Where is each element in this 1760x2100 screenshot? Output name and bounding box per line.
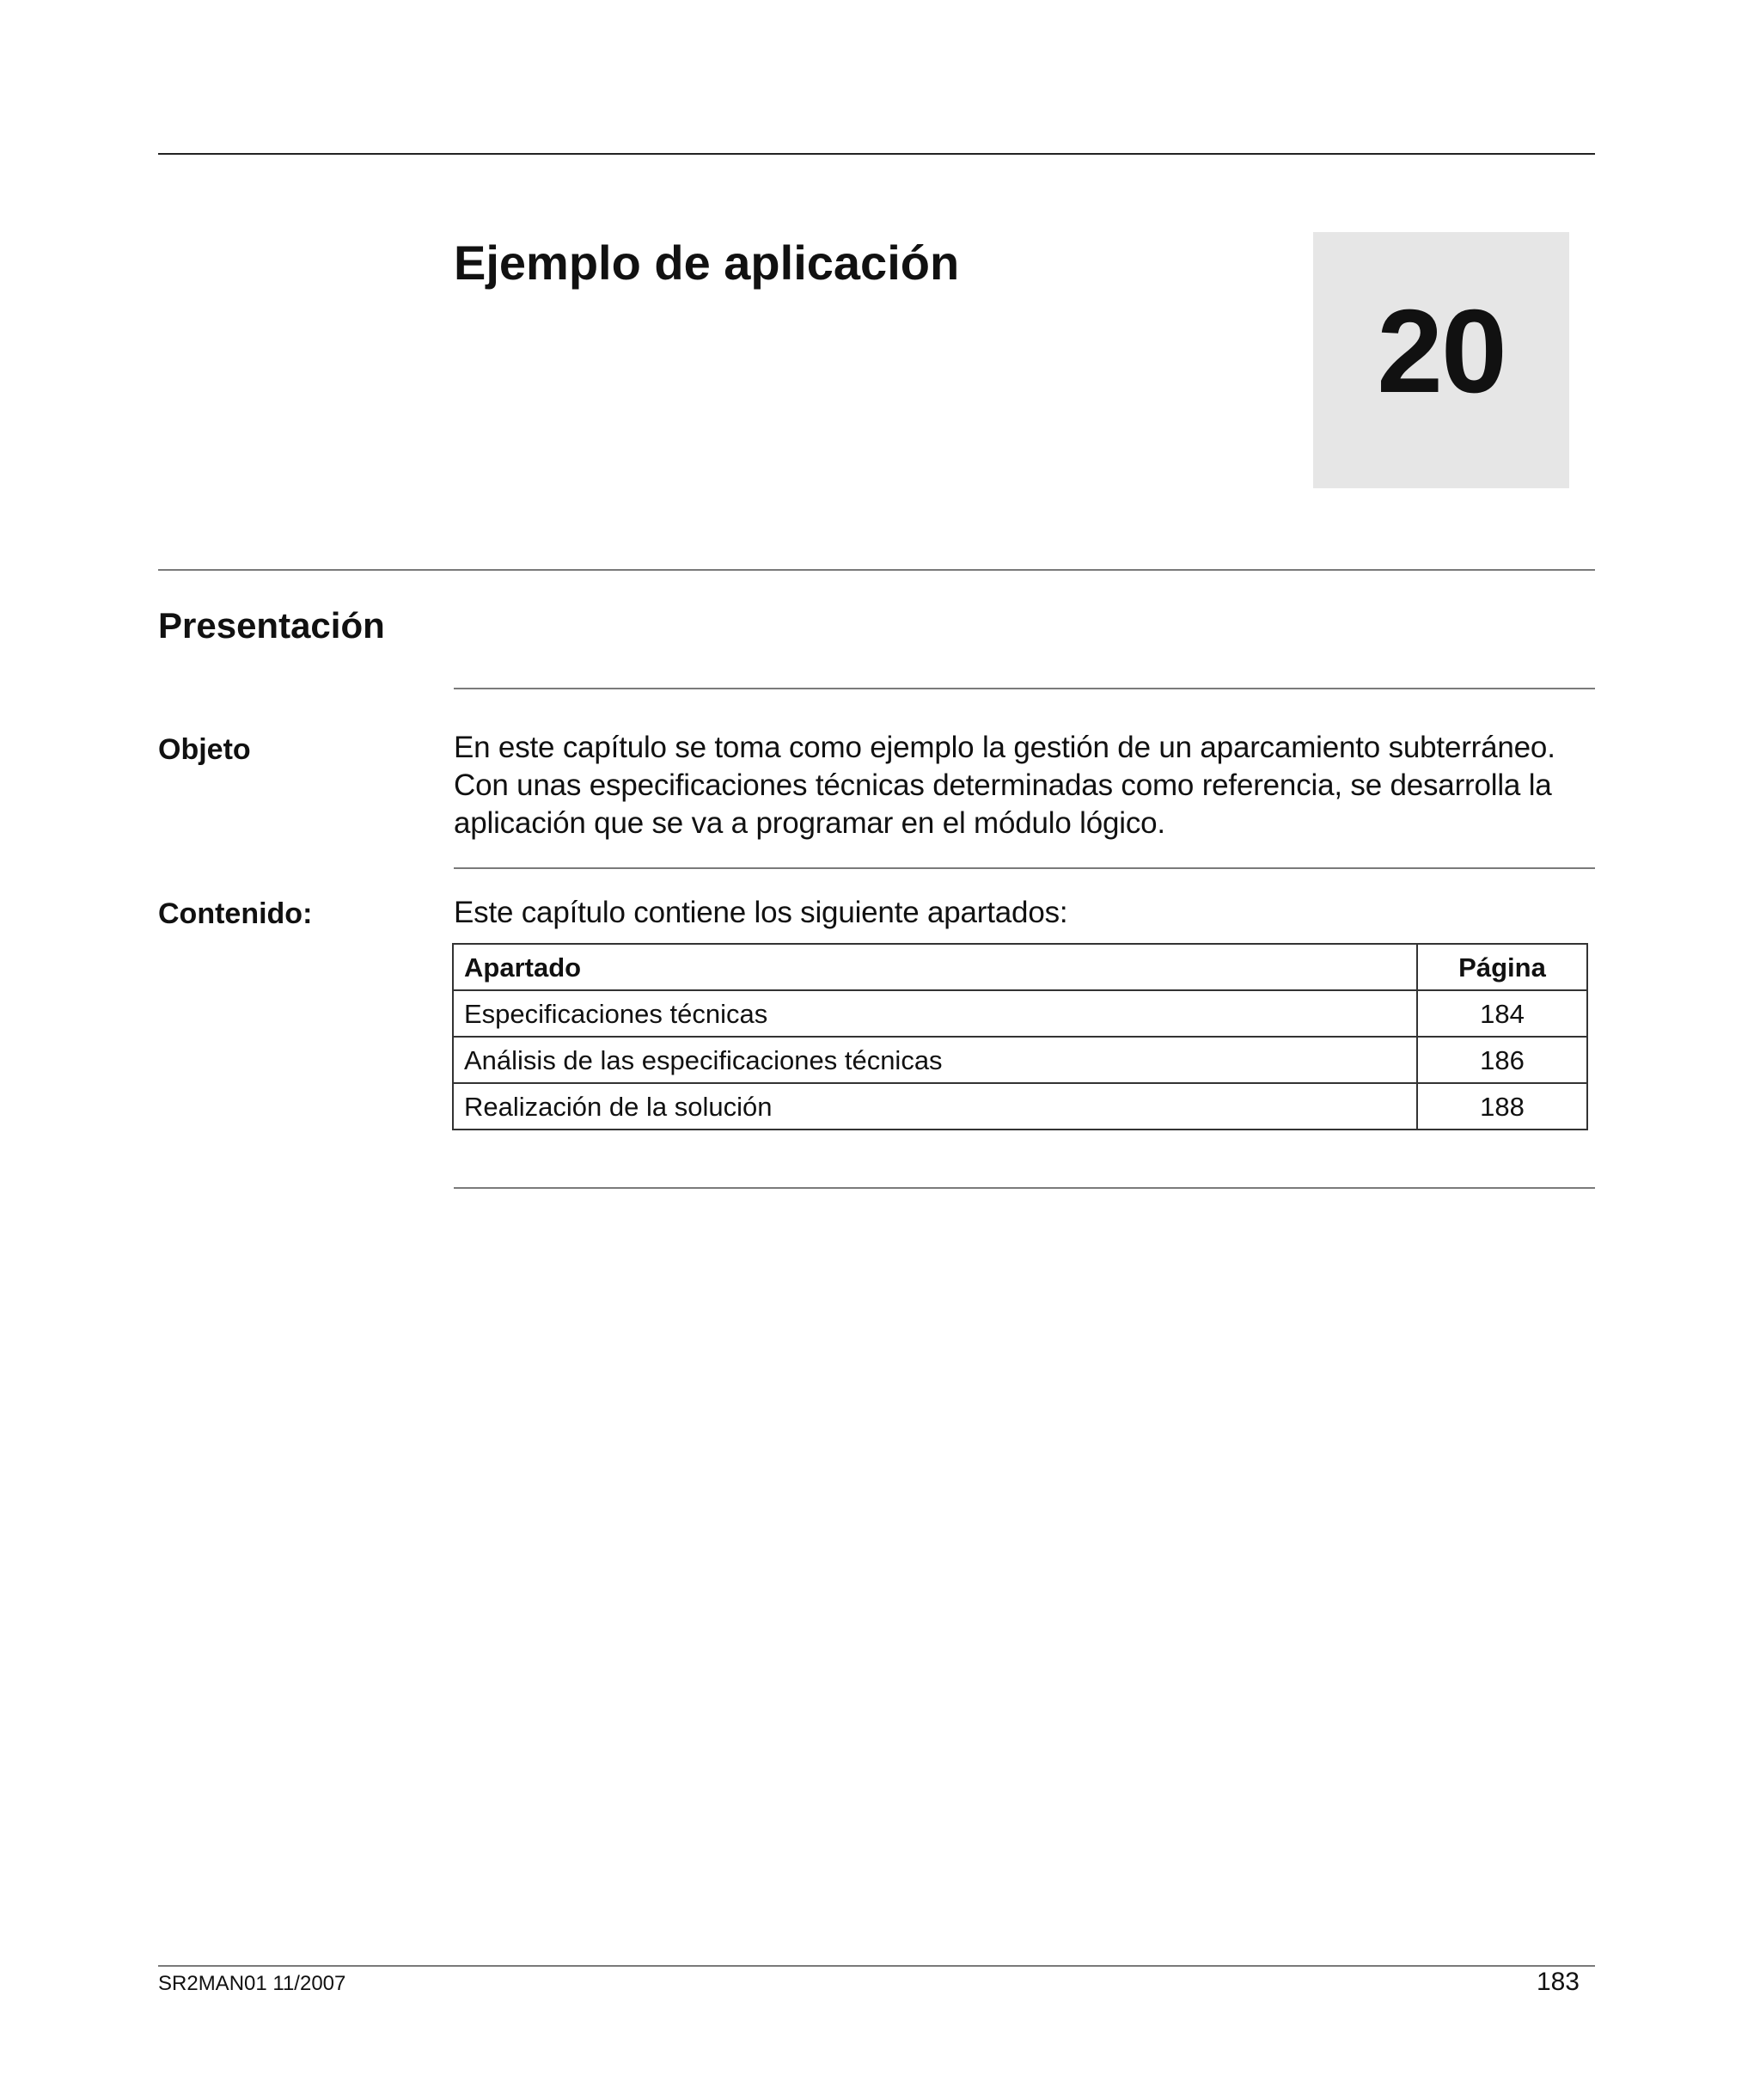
footer-rule: [158, 1965, 1595, 1967]
objeto-label: Objeto: [158, 733, 251, 766]
contenido-top-rule: [454, 867, 1595, 869]
chapter-title: Ejemplo de aplicación: [454, 236, 960, 290]
footer-page-number: 183: [1536, 1968, 1580, 1996]
table-cell-pagina: 186: [1417, 1037, 1587, 1083]
table-cell-apartado: Realización de la solución: [453, 1083, 1417, 1130]
table-row: [453, 1083, 1587, 1130]
objeto-top-rule: [454, 688, 1595, 689]
top-rule: [158, 153, 1595, 155]
table-row: [453, 990, 1587, 1037]
column-header-pagina: Página: [1417, 944, 1587, 990]
footer-doc-ref: SR2MAN01 11/2007: [158, 1972, 346, 1995]
table-cell-apartado: Especificaciones técnicas: [453, 990, 1417, 1037]
column-header-apartado: Apartado: [453, 944, 1417, 990]
table-cell-pagina: 184: [1417, 990, 1587, 1037]
section-rule: [158, 569, 1595, 571]
table-row: [453, 1037, 1587, 1083]
contenido-intro: Este capítulo contiene los siguiente apartados:: [454, 896, 1068, 929]
objeto-text: En este capítulo se toma como ejemplo la gestión de un aparcamiento subterráneo. Con unas especificaciones técnicas determinadas como referencia, se desarrolla la aplicación que se va a programar en el módulo lógico.: [454, 731, 1555, 840]
contenido-bottom-rule: [454, 1187, 1595, 1189]
table-cell-apartado: Análisis de las especificaciones técnicas: [453, 1037, 1417, 1083]
table-cell-pagina: 188: [1417, 1083, 1587, 1130]
table-header-row: [453, 944, 1587, 990]
contenido-label: Contenido:: [158, 897, 313, 930]
chapter-number-box: [1313, 232, 1569, 488]
section-title: Presentación: [158, 605, 385, 646]
chapter-number: 20: [1377, 285, 1506, 418]
contents-table: [452, 943, 1588, 1130]
